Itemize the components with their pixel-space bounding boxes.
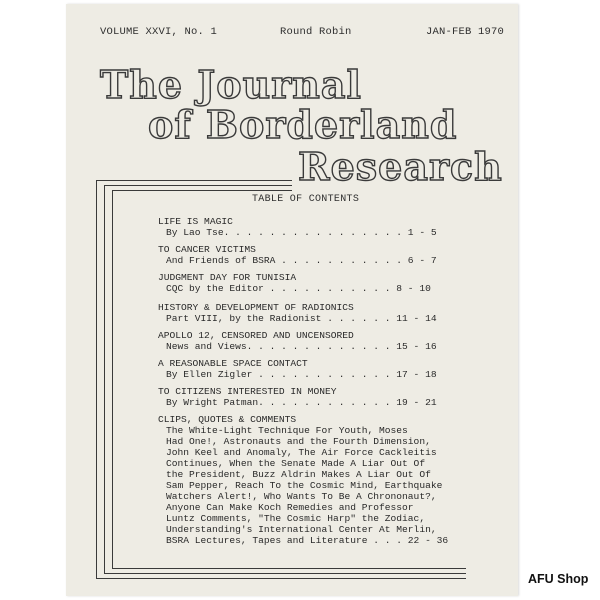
journal-title-line-2: of Borderland	[148, 102, 458, 147]
toc-entry-title: A REASONABLE SPACE CONTACT	[158, 358, 308, 369]
toc-entry-byline: And Friends of BSRA . . . . . . . . . . . 6 - 7	[166, 255, 437, 266]
clips-line: The White-Light Technique For Youth, Moses	[166, 425, 408, 436]
shop-watermark: AFU Shop	[528, 572, 589, 586]
frame-left-rule	[96, 180, 97, 578]
journal-cover	[66, 4, 518, 596]
toc-entry-byline: By Wright Patman. . . . . . . . . . . . 19 - 21	[166, 397, 437, 408]
toc-entry-title: HISTORY & DEVELOPMENT OF RADIONICS	[158, 302, 354, 313]
toc-entry-byline: CQC by the Editor . . . . . . . . . . . 8 - 10	[166, 283, 431, 294]
issue-date: JAN-FEB 1970	[425, 26, 504, 38]
frame-bottom-rule-3	[112, 568, 466, 569]
toc-entry	[158, 216, 498, 238]
toc-entry-byline: News and Views. . . . . . . . . . . . . 15 - 16	[166, 341, 437, 352]
clips-line: Luntz Comments, "The Cosmic Harp" the Zodiac,	[166, 513, 426, 524]
frame-left-rule-2	[104, 185, 105, 573]
toc-clips-entry	[158, 414, 498, 546]
toc-entry	[158, 358, 498, 380]
toc-entry	[158, 244, 498, 266]
toc-entry-byline: Part VIII, by the Radionist . . . . . . 11 - 14	[166, 313, 437, 324]
toc-entry	[158, 272, 498, 294]
clips-line: Understanding's International Center At Merlin,	[166, 524, 437, 535]
journal-title-line-3: Research	[298, 144, 503, 189]
clips-line: Watchers Alert!, Who Wants To Be A Chrononaut?,	[166, 491, 437, 502]
frame-bottom-rule	[96, 578, 466, 579]
toc-entry-title: JUDGMENT DAY FOR TUNISIA	[158, 272, 297, 283]
toc-heading: TABLE OF CONTENTS	[252, 194, 360, 205]
frame-bottom-rule-2	[104, 573, 466, 574]
toc-entry-title: CLIPS, QUOTES & COMMENTS	[158, 414, 297, 425]
toc-entry	[158, 386, 498, 408]
clips-line: Had One!, Astronauts and the Fourth Dimension,	[166, 436, 431, 447]
volume-number: VOLUME XXVI, No. 1	[100, 26, 218, 38]
clips-line: John Keel and Anomaly, The Air Force Cackleitis	[166, 447, 437, 458]
frame-top-rule-3	[112, 190, 292, 191]
clips-line: Sam Pepper, Reach To the Cosmic Mind, Earthquake	[166, 480, 443, 491]
toc-entry-title: TO CANCER VICTIMS	[158, 244, 256, 255]
toc-entry-byline: By Ellen Zigler . . . . . . . . . . . . 17 - 18	[166, 369, 437, 380]
toc-entry-title: TO CITIZENS INTERESTED IN MONEY	[158, 386, 337, 397]
journal-title-line-1: The Journal	[100, 62, 362, 107]
frame-top-rule	[96, 180, 292, 181]
clips-line: BSRA Lectures, Tapes and Literature . . . 22 - 36	[166, 535, 449, 546]
clips-line: Continues, When the Senate Made A Liar Out Of	[166, 458, 426, 469]
clips-line: Anyone Can Make Koch Remedies and Professor	[166, 502, 414, 513]
frame-top-rule-2	[104, 185, 292, 186]
toc-entry-title: LIFE IS MAGIC	[158, 216, 233, 227]
toc-entry	[158, 302, 498, 324]
toc-entry-title: APOLLO 12, CENSORED AND UNCENSORED	[158, 330, 354, 341]
clips-line: the President, Buzz Aldrin Makes A Liar Out Of	[166, 469, 431, 480]
toc-entry-byline: By Lao Tse. . . . . . . . . . . . . . . . 1 - 5	[166, 227, 437, 238]
toc-entry	[158, 330, 498, 352]
frame-left-rule-3	[112, 190, 113, 568]
section-name: Round Robin	[280, 26, 352, 38]
